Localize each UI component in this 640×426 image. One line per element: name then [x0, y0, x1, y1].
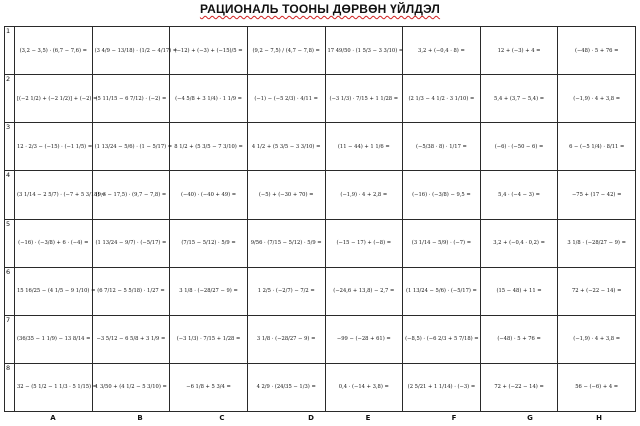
- exercise-cell: 72 + (−22 − 14) =: [480, 363, 558, 411]
- column-label: D: [308, 414, 314, 422]
- row-number: 7: [5, 315, 15, 363]
- row-number: 4: [5, 171, 15, 219]
- exercise-cell: (−3 1/3) · 7/15 + 1/28 =: [170, 315, 248, 363]
- exercise-cell: 6 − (−5 1/4) · 8/11 =: [558, 123, 636, 171]
- exercise-cell: (2 1/3 − 4 1/2 · 3 1/10) =: [403, 75, 481, 123]
- exercise-row: [5, 171, 636, 219]
- exercise-cell: 3 1/8 · (−28/27 − 9) =: [247, 315, 325, 363]
- exercise-cell: 4 1/2 + (5 3/5 − 3 3/10) =: [247, 123, 325, 171]
- exercise-cell: 12 + (−3) + 4 =: [480, 27, 558, 75]
- row-number: 5: [5, 219, 15, 267]
- exercise-cell: 4 2/9 · (24/35 − 1/3) =: [247, 363, 325, 411]
- exercise-row: [5, 123, 636, 171]
- exercise-cell: 32 − (5 1/2 − 1 1/3 · 5 1/15) =: [15, 363, 93, 411]
- exercise-cell: (−16) · (−3/8) − 9,5 =: [403, 171, 481, 219]
- exercise-cell: (9,2 − 7,5) / (4,7 − 7,8) =: [247, 27, 325, 75]
- exercise-cell: (6 7/12 − 5 5/18) · 1/27 =: [92, 267, 170, 315]
- exercise-cell: (−1,9) · 4 + 3,8 =: [558, 315, 636, 363]
- exercise-cell: (−12) + (−3) + (−15)/5 =: [170, 27, 248, 75]
- exercise-cell: (−4 5/8 + 3 1/4) · 1 1/9 =: [170, 75, 248, 123]
- exercise-row: [5, 27, 636, 75]
- exercise-cell: 3 1/8 · (−28/27 − 9) =: [170, 267, 248, 315]
- exercise-cell: (7/15 − 5/12) · 5/9 =: [170, 219, 248, 267]
- exercise-cell: −75 + (17 − 42) =: [558, 171, 636, 219]
- exercise-cell: (−16) · (−3/8) + 6 · (−4) =: [15, 219, 93, 267]
- exercise-cell: (−24,6 + 13,8) − 2,7 =: [325, 267, 403, 315]
- exercise-row: [5, 75, 636, 123]
- column-label: E: [365, 414, 371, 422]
- exercise-cell: 56 − (−6) + 4 =: [558, 363, 636, 411]
- column-label: C: [219, 414, 225, 422]
- exercise-cell: (5 11/15 − 6 7/12) · (−2) =: [92, 75, 170, 123]
- exercise-cell: (−6) · (−50 − 6) =: [480, 123, 558, 171]
- column-label: H: [596, 414, 602, 422]
- exercise-row: [5, 267, 636, 315]
- exercise-cell: 1 3/50 + (4 1/2 − 5 3/10) =: [92, 363, 170, 411]
- exercise-cell: (3,2 − 3,5) · (6,7 − 7,6) =: [15, 27, 93, 75]
- worksheet-title: РАЦИОНАЛЬ ТООНЫ ДӨРВӨН ҮЙЛДЭЛ: [199, 2, 441, 16]
- exercise-cell: (−48) · 5 + 76 =: [480, 315, 558, 363]
- exercise-cell: 12 · 2/3 − (−15) · (−1 1/5) =: [15, 123, 93, 171]
- exercise-grid: [4, 26, 636, 412]
- column-label: B: [137, 414, 143, 422]
- exercise-cell: (1 13/24 − 5/6) · (−5/17) =: [403, 267, 481, 315]
- exercise-cell: (−1) − (−5 2/3) · 4/11 =: [247, 75, 325, 123]
- exercise-cell: 8 1/2 + (5 3/5 − 7 3/10) =: [170, 123, 248, 171]
- exercise-cell: (−15 − 17) + (−8) =: [325, 219, 403, 267]
- exercise-cell: (15 − 48) + 11 =: [480, 267, 558, 315]
- exercise-cell: (3 1/14 − 5/9) · (−7) =: [403, 219, 481, 267]
- exercise-cell: 5,4 · (−4 − 3) =: [480, 171, 558, 219]
- exercise-cell: (−1,9) · 4 + 3,8 =: [558, 75, 636, 123]
- row-number: 2: [5, 75, 15, 123]
- exercise-cell: (−8,5) · (−6 2/3 + 5 7/18) =: [403, 315, 481, 363]
- column-label: F: [451, 414, 457, 422]
- exercise-cell: (−40) · (−40 + 49) =: [170, 171, 248, 219]
- row-number: 6: [5, 267, 15, 315]
- exercise-cell: 72 + (−22 − 14) =: [558, 267, 636, 315]
- exercise-cell: (−5) + (−30 + 70) =: [247, 171, 325, 219]
- row-number: 3: [5, 123, 15, 171]
- exercise-cell: (3 4/9 − 13/18) · (1/2 − 4/17) =: [92, 27, 170, 75]
- exercise-cell: (1 13/24 − 5/6) · (1 − 5/17) =: [92, 123, 170, 171]
- exercise-row: [5, 363, 636, 411]
- exercise-cell: (2 5/21 + 1 1/14) · (−3) =: [403, 363, 481, 411]
- exercise-cell: 3 1/8 · (−28/27 − 9) =: [558, 219, 636, 267]
- exercise-cell: 15 16/25 − (4 1/5 − 9 1/10) =: [15, 267, 93, 315]
- exercise-cell: (−3 1/3) · 7/15 + 1 1/28 =: [325, 75, 403, 123]
- exercise-cell: (11 − 44) + 1 1/6 =: [325, 123, 403, 171]
- row-number: 8: [5, 363, 15, 411]
- row-number: 1: [5, 27, 15, 75]
- column-labels: [0, 414, 640, 426]
- exercise-cell: (−48) · 5 + 76 =: [558, 27, 636, 75]
- exercise-cell: (−5/38 · 8) · 1/17 =: [403, 123, 481, 171]
- exercise-cell: 3,2 + (−0,4 · 8) =: [403, 27, 481, 75]
- exercise-cell: 0,4 · (−14 + 3,8) =: [325, 363, 403, 411]
- exercise-cell: (1 13/24 − 9/7) · (−5/17) =: [92, 219, 170, 267]
- exercise-cell: −6 1/8 + 5 3/4 =: [170, 363, 248, 411]
- exercise-cell: 5,4 + (3,7 − 5,4) =: [480, 75, 558, 123]
- column-label: G: [527, 414, 533, 422]
- exercise-cell: [(−2 1/2) + (−2 1/2)] + (−2) =: [15, 75, 93, 123]
- exercise-row: [5, 219, 636, 267]
- exercise-cell: (36/35 − 1 1/9) − 13 8/14 =: [15, 315, 93, 363]
- exercise-cell: (−1,9) · 4 + 2,8 =: [325, 171, 403, 219]
- exercise-cell: (3 1/14 − 2 5/7) · (−7 + 5 3/18) =: [15, 171, 93, 219]
- exercise-cell: 1 2/5 · (−2/7) − 7/2 =: [247, 267, 325, 315]
- exercise-cell: 3,2 + (−0,4 · 0,2) =: [480, 219, 558, 267]
- exercise-cell: −3 5/12 − 6 5/8 + 3 1/9 =: [92, 315, 170, 363]
- column-label: A: [50, 414, 56, 422]
- exercise-cell: 9/56 · (7/15 − 5/12) · 5/9 =: [247, 219, 325, 267]
- exercise-cell: 17 49/50 · (1 5/3 − 3 3/10) =: [325, 27, 403, 75]
- exercise-row: [5, 315, 636, 363]
- exercise-cell: (9,3 − 17,5) · (9,7 − 7,8) =: [92, 171, 170, 219]
- exercise-cell: −99 − (−28 + 61) =: [325, 315, 403, 363]
